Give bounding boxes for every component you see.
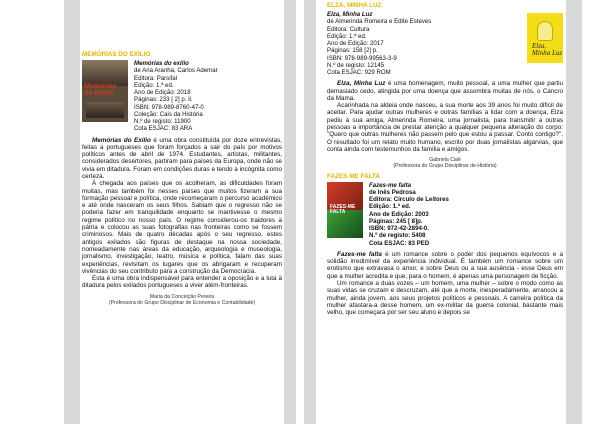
book-cover-memorias: Memórias do Exílio [82,60,128,122]
meta-shelfmark: Cota ESJAC: 83 PED [369,239,430,247]
meta-pages: Páginas: 245 [ 8]p. [369,217,423,225]
section-title-fazes: FAZES-ME FALTA [327,172,380,180]
right-margin-bar [566,0,582,424]
review-paragraph: Memórias do Exílio é uma obra constituída por doze entrevistas, feitas a portugueses que foram forçados a sair do país por motivos políticos antes de abril de 1974. Estudantes, artistas, militantes, considerados desertores, partiram para países da Europa, onde não se vivia em ditadura. Foram em condições duras e tendo a incógnita como certeza. [82,136,282,180]
meta-publisher: Editora: Parsifal [134,74,178,82]
meta-authors: de Inês Pedrosa [369,188,416,196]
reviewer-role: (Professora do Grupo Disciplinar de Economia e Contabilidade) [108,299,256,306]
meta-registry: N.º de registo: 5408 [369,232,426,240]
meta-title: Elza, Minha Luz [327,11,373,18]
review-paragraph: Fazes-me falta é um romance sobre o poder dos pequenos equívocos e a solidão irredimível da experiência individual. É também um romance sobre um erotismo que extravasa o amor, e sobre Deus ou a sua ausência - esse Deus em que a mulher acredita e que, para o homem, é apenas uma personagem de ficção. [327,250,563,280]
meta-publisher: Editora: Círculo de Leitores [369,196,449,204]
reviewer-name: Maria da Conceição Pereira [149,293,215,300]
book-entry-elza [327,11,563,76]
meta-shelfmark: Cota ESJAC: 83 ARA [134,125,193,133]
book-metadata [369,182,449,247]
meta-edition: Edição: 1.ª ed. [134,81,174,89]
meta-year: Ano de Edição: 2017 [327,40,384,47]
book-entry-memorias [82,60,282,133]
review-paragraph: Esta é uma obra indispensável para entender a oposição e a luta à ditadura pelos exilados portugueses a viver além-fronteiras. [82,275,282,290]
meta-year: Ano de Edição: 2003 [369,210,429,218]
review-paragraph: À chegada aos países que os acolheram, as dificuldades foram muitas, mas também foi nesses países que muitos fizeram a sua formação pessoal e política, onde recomeçaram o percurso académico e até onde nasceram os seus filhos. Sabiam que o regresso não se poderia fazer em tranquilidade enquanto se mantivesse o mesmo regime político no nosso país. O regime considerou-os traidores à pátria e colocou as suas fotografias nas fronteiras como se fossem criminosos. Mais de quatro décadas após o seu regresso, estes antigos exilados são figuras de destaque na nossa sociedade, nomeadamente nas áreas da educação, arqueologia e museologia, jornalismo, investigação, teatro, música e política, falam das suas experiências, revisitam os lugares que os abrigaram e recuperam vivências do seu contributo para a construção da Democracia. [82,180,282,275]
book-cover-elza: Elza, Minha Luz [527,13,563,63]
meta-registry: N.º de registo: 11900 [134,118,191,125]
section-title-elza: ELZA, MINHA LUZ [327,2,382,9]
meta-collection: Coleção: Cais da História [134,110,203,118]
meta-pages: Páginas: 158 [2] p. [327,47,378,55]
meta-publisher: Editora: Cultura [327,25,370,33]
meta-edition: Edição: 1.ª ed. [327,32,367,40]
meta-title: Fazes-me falta [369,181,411,189]
meta-year: Ano de Edição: 2018 [134,89,191,96]
book-cover-fazes: FAZES-ME FALTA [327,182,363,238]
left-page [0,0,296,424]
page-gutter [296,0,304,424]
left-margin-bar [64,0,80,424]
right-content [327,2,563,317]
meta-authors: de Ana Aranha, Carlos Ademar [134,67,218,75]
reviewer-name: Gabriela Calé [429,157,461,164]
meta-isbn: ISBN: 978-989-99563-3-9 [327,54,397,62]
meta-isbn: ISBN: 972-42-2894-0. [369,225,429,233]
meta-shelfmark: Cota ESJAC: 929 ROM [327,69,391,76]
left-content [82,51,282,306]
review-paragraph: Um romance a duas vozes – um homem, uma mulher – sobre o modo como as suas vidas se cruzam e descruzam, até que a morte, inesperadamente, arrancou a mulher, ainda jovem, aos seus projetos políticos e pessoais. A carreira política da mulher afastara-a desse homem, um ex-militar da guerra colonial, bastante mais velho, que começara por ser seu aluno e depois se [327,280,563,317]
meta-isbn: ISBN: 978-989-8760-47-0 [134,103,204,111]
section-title-memorias: MEMÓRIAS DO EXÍLIO [82,51,151,58]
book-metadata [134,60,218,133]
book-metadata [327,11,431,76]
meta-title: Memórias do exílio [134,60,189,67]
meta-registry: N.º de registo: 12145 [327,61,385,69]
right-margin-bar [284,0,296,424]
reviewer-role: (Professora do Grupo Disciplinar de História) [393,163,497,170]
left-margin-bar [304,0,316,424]
book-entry-fazes [327,182,563,247]
meta-pages: Páginas: 233 [ 2] p. il. [134,96,193,104]
review-paragraph: Elza, Minha Luz é uma homenagem, muito pessoal, a uma mulher que partiu demasiado cedo, atingida por uma doença que assombra muitas de nós, o Cancro da Mama. [327,80,563,102]
meta-edition: Edição: 1.ª ed. [369,203,411,211]
review-paragraph: Acarinhada na aldeia onde nasceu, a sua morte aos 39 anos foi muito difícil de aceitar. Para ajudar outras mulheres e outras famílias a lidar com a doença, Elza pediu à sua amiga, Almerinda Romeira, uma jornalista, para transmitir a outras pessoas a importância de prestar atenção a qualquer pequena alteração do corpo: "Quero que outras mulheres não passem pelo que estou a passar. Conto contigo?". O resultado foi um relato muito humano, escrito por duas jornalistas algarvias, que conta ainda com testemunhos da família e amigos. [327,102,563,153]
right-page [304,0,600,424]
meta-authors: de Almerinda Romeira e Edite Esteves [327,18,432,26]
